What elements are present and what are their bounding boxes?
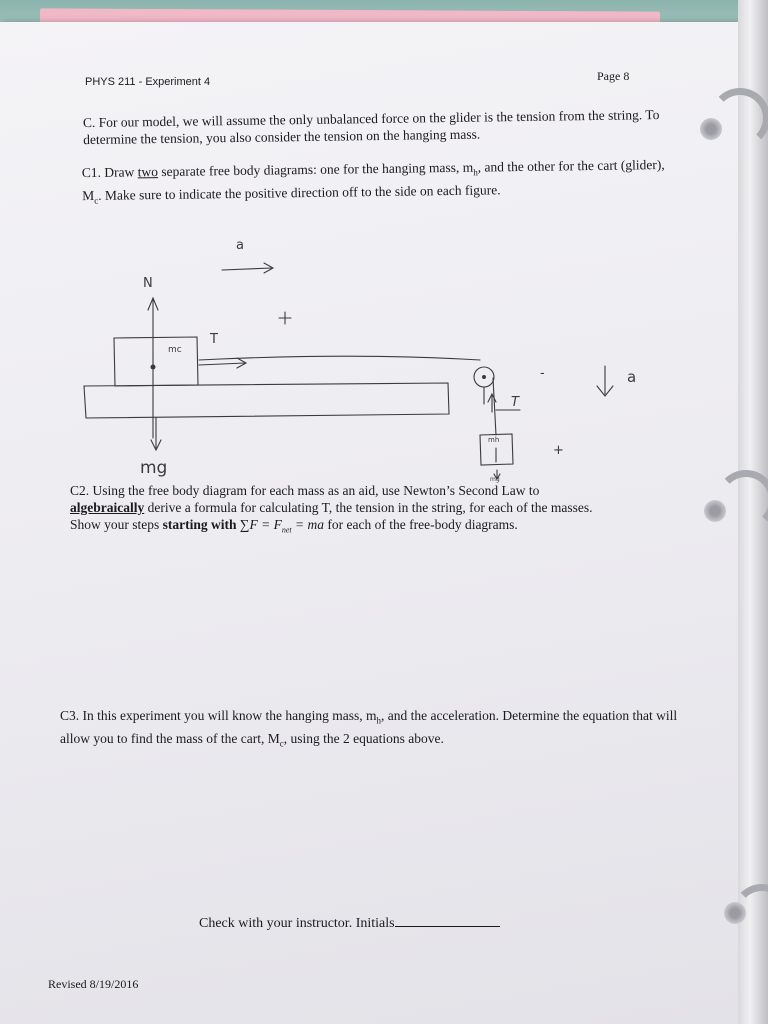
c1-sub-h: h bbox=[473, 167, 478, 178]
course-header: PHYS 211 - Experiment 4 bbox=[85, 76, 211, 88]
hand-label-plus-right: + bbox=[553, 443, 564, 458]
c3-text3: , using the 2 equations above. bbox=[283, 730, 444, 746]
hand-label-a-top: a bbox=[236, 238, 244, 253]
c3-text1: C3. In this experiment you will know the hanging mass, m bbox=[60, 708, 377, 723]
c2-line2-rest: derive a formula for calculating T, the tension in the string, for each of the masses. bbox=[144, 500, 593, 515]
section-c-text: C. For our model, we will assume the only unbalanced force on the glider is the tension from the string. To determine the tension, you also consider the tension on the hanging mass. bbox=[82, 107, 660, 148]
c2-line3-pre: Show your steps bbox=[70, 517, 163, 532]
c1-sub-c: c bbox=[94, 195, 99, 206]
hand-label-minus: - bbox=[540, 366, 545, 381]
c1-rest3: . Make sure to indicate the positive direction off to the side on each figure. bbox=[98, 181, 501, 203]
c2-formula: ∑F = F bbox=[239, 517, 282, 532]
c2-line1: C2. Using the free body diagram for each mass as an aid, use Newton’s Second Law to bbox=[70, 483, 540, 498]
c2-algebraically: algebraically bbox=[70, 500, 145, 515]
hand-label-T-cart: T bbox=[210, 332, 218, 347]
hand-label-T-hanging: T bbox=[511, 395, 519, 410]
c1-rest2: , and the other for the cart (glider), M bbox=[82, 156, 665, 203]
c2-line3-post: for each of the free-body diagrams. bbox=[324, 517, 518, 532]
c2-line3 bbox=[70, 516, 670, 539]
hand-label-N: N bbox=[143, 276, 153, 291]
c3-sub-c: c bbox=[279, 738, 284, 749]
c2-question bbox=[70, 482, 670, 539]
hand-label-mc: mc bbox=[168, 345, 182, 355]
revised-date: Revised 8/19/2016 bbox=[48, 977, 139, 991]
instructor-check-label: Check with your instructor. Initials bbox=[199, 916, 395, 931]
c1-two: two bbox=[137, 164, 159, 180]
hand-label-mg-cart: mg bbox=[140, 458, 168, 478]
c3-question bbox=[60, 707, 685, 752]
page-number: Page 8 bbox=[597, 69, 630, 83]
hand-label-mg-hanging: mg bbox=[490, 476, 500, 483]
instructor-check bbox=[199, 914, 500, 932]
c2-starting-with: starting with bbox=[162, 517, 237, 532]
c2-formula-sub: net bbox=[281, 525, 292, 535]
c3-sub-h: h bbox=[376, 715, 381, 726]
c1-rest: separate free body diagrams: one for the hanging mass, m bbox=[157, 159, 474, 180]
initials-blank[interactable] bbox=[395, 914, 500, 927]
c2-formula-end: = ma bbox=[291, 517, 325, 532]
c1-prefix: C1. Draw bbox=[81, 164, 138, 181]
hand-label-a-right: a bbox=[627, 368, 637, 386]
c3-text2: , and the acceleration. Determine the equation that will allow you to find the mass of the cart, M bbox=[60, 708, 678, 746]
hand-label-mh: mh bbox=[488, 436, 500, 444]
c2-line2 bbox=[70, 499, 670, 516]
